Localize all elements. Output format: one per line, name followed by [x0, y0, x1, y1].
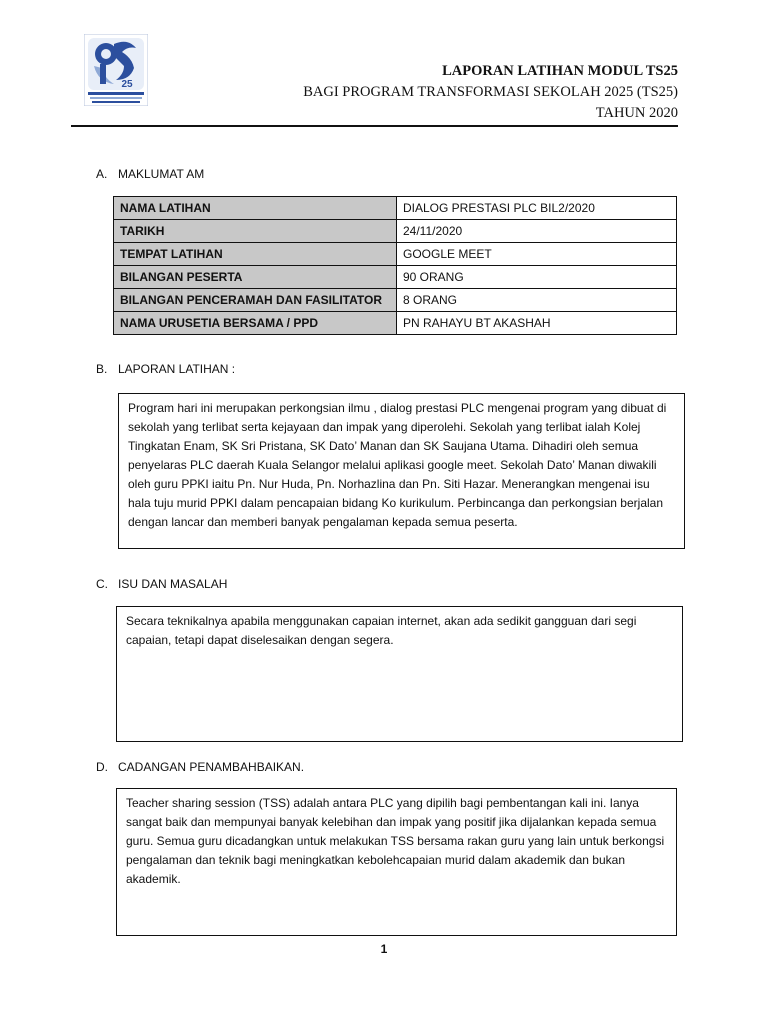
improvement-box	[116, 788, 677, 936]
row-value: 8 ORANG	[397, 289, 677, 312]
report-subtitle: BAGI PROGRAM TRANSFORMASI SEKOLAH 2025 (TS25)	[303, 84, 678, 100]
row-value: GOOGLE MEET	[397, 243, 677, 266]
row-key: NAMA LATIHAN	[114, 197, 397, 220]
table-row	[114, 220, 677, 243]
section-title: CADANGAN PENAMBAHBAIKAN.	[118, 760, 305, 774]
row-key: TEMPAT LATIHAN	[114, 243, 397, 266]
section-letter: C.	[96, 577, 108, 591]
page-number: 1	[380, 942, 388, 956]
row-key: BILANGAN PENCERAMAH DAN FASILITATOR	[114, 289, 397, 312]
issues-text: Secara teknikalnya apabila menggunakan capaian internet, akan ada sedikit gangguan dari segi capaian, tetapi dapat diselesaikan dengan segera.	[126, 614, 637, 647]
row-key: TARIKH	[114, 220, 397, 243]
table-row	[114, 197, 677, 220]
section-title: ISU DAN MASALAH	[118, 577, 228, 591]
ts25-logo	[84, 34, 148, 106]
table-row	[114, 289, 677, 312]
row-value: 24/11/2020	[397, 220, 677, 243]
issues-box	[116, 606, 683, 742]
section-a-heading	[96, 167, 204, 181]
document-header	[303, 61, 678, 124]
table-row	[114, 312, 677, 335]
section-letter: A.	[96, 167, 108, 181]
row-value: DIALOG PRESTASI PLC BIL2/2020	[397, 197, 677, 220]
training-report-text: Program hari ini merupakan perkongsian ilmu , dialog prestasi PLC mengenai program yang dibuat di sekolah yang terlibat serta kejayaan dan impak yang diperolehi. Sekolah yang terlibat ialah Kolej Tingkatan Enam, SK Sri Pristana, SK Dato’ Manan dan SK Saujana Utama. Dihadiri oleh semua penyelaras PLC daerah Kuala Selangor melalui aplikasi google meet. Sekolah Dato’ Manan diwakili oleh guru PPKI iaitu Pn. Nur Huda, Pn. Norhazlina dan Pn. Siti Hazar. Menerangkan mengenai isu hala tuju murid PPKI dalam pencapaian bidang Ko kurikulum. Perbincanga dan perkongsian berjalan dengan lancar dan memberi banyak pengalaman kepada semua peserta.	[128, 401, 667, 529]
report-title: LAPORAN LATIHAN MODUL TS25	[442, 63, 678, 79]
section-d-heading	[96, 760, 304, 774]
header-divider	[71, 125, 678, 127]
row-value: 90 ORANG	[397, 266, 677, 289]
section-b-heading	[96, 362, 235, 376]
section-title: MAKLUMAT AM	[118, 167, 205, 181]
row-key: BILANGAN PESERTA	[114, 266, 397, 289]
row-key: NAMA URUSETIA BERSAMA / PPD	[114, 312, 397, 335]
training-report-box	[118, 393, 685, 549]
table-row	[114, 266, 677, 289]
general-info-table	[113, 196, 677, 335]
report-year: TAHUN 2020	[595, 105, 678, 121]
section-title: LAPORAN LATIHAN :	[118, 362, 236, 376]
table-row	[114, 243, 677, 266]
section-letter: B.	[96, 362, 108, 376]
section-letter: D.	[96, 760, 108, 774]
section-c-heading	[96, 577, 227, 591]
row-value: PN RAHAYU BT AKASHAH	[397, 312, 677, 335]
improvement-text: Teacher sharing session (TSS) adalah antara PLC yang dipilih bagi pembentangan kali ini. Ianya sangat baik dan mempunyai banyak kelebihan dan impak yang positif jika dijalankan kepada semua guru. Semua guru dicadangkan untuk melakukan TSS bersama rakan guru yang lain untuk berkongsi pengalaman dan teknik bagi meningkatkan kebolehcapaian murid dalam akademik dan bukan akademik.	[126, 796, 665, 886]
logo-number: 25	[121, 79, 133, 90]
